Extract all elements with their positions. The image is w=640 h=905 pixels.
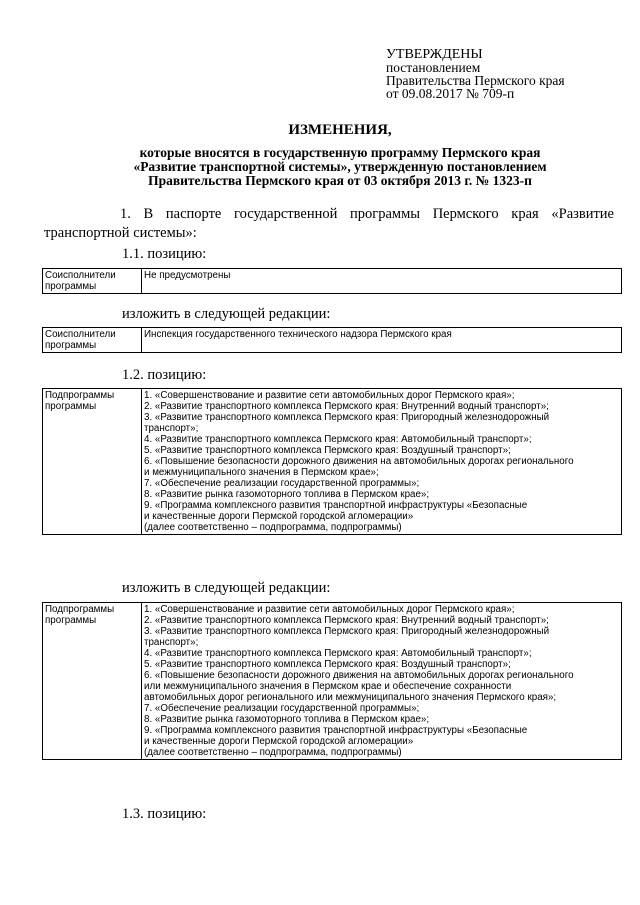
subprogram-line: 6. «Повышение безопасности дорожного движения на автомобильных дорогах регионального <box>144 456 574 467</box>
document-title: ИЗМЕНЕНИЯ, <box>288 122 392 138</box>
subprogram-line: и межмуниципального значения в Пермском крае»; <box>144 467 379 478</box>
subtitle-line: которые вносятся в государственную программу Пермского края <box>139 145 541 160</box>
table-cell-value: Не предусмотрены <box>142 269 622 294</box>
table-row <box>43 269 622 294</box>
subprogram-line: 5. «Развитие транспортного комплекса Пермского края: Воздушный транспорт»; <box>144 659 511 670</box>
label-edit-1: изложить в следующей редакции: <box>122 306 331 322</box>
approval-line: постановлением <box>386 60 481 75</box>
label-1-3: 1.3. позицию: <box>122 806 207 822</box>
table-cell-label: Подпрограммы программы <box>43 389 142 535</box>
label-1-1: 1.1. позицию: <box>122 246 207 262</box>
table-row <box>43 603 622 760</box>
subprogram-line: 4. «Развитие транспортного комплекса Пермского края: Автомобильный транспорт»; <box>144 648 532 659</box>
subprogram-line: 4. «Развитие транспортного комплекса Пермского края: Автомобильный транспорт»; <box>144 434 532 445</box>
approval-stamp <box>386 48 626 100</box>
table-cell-value <box>142 603 622 760</box>
subprogram-line: 9. «Программа комплексного развития транспортной инфраструктуры «Безопасные <box>144 725 528 736</box>
subprogram-line: 2. «Развитие транспортного комплекса Пермского края: Внутренний водный транспорт»; <box>144 401 549 412</box>
table-cell-label: Соисполнители программы <box>43 328 142 353</box>
subtitle-line: «Развитие транспортной системы», утвержденную постановлением <box>133 159 547 174</box>
table-row <box>43 328 622 353</box>
subprogram-line: 1. «Совершенствование и развитие сети автомобильных дорог Пермского края»; <box>144 390 515 401</box>
subprogram-line: и качественные дороги Пермской городской агломерации» <box>144 511 414 522</box>
table-cell-label: Соисполнители программы <box>43 269 142 294</box>
table-cell-label: Подпрограммы программы <box>43 603 142 760</box>
subprogram-line: (далее соответственно – подпрограмма, подпрограммы) <box>144 747 402 758</box>
subprogram-line: 8. «Развитие рынка газомоторного топлива в Пермском крае»; <box>144 714 430 725</box>
subprogram-line: транспорт»; <box>144 423 199 434</box>
label-1-2: 1.2. позицию: <box>122 367 207 383</box>
subprogram-line: или межмуниципального значения в Пермском крае и обеспечение сохранности <box>144 681 512 692</box>
table-cell-value <box>142 389 622 535</box>
subprogram-line: 3. «Развитие транспортного комплекса Пермского края: Пригородный железнодорожный <box>144 626 550 637</box>
approval-line: Правительства Пермского края <box>386 73 565 88</box>
table-cell-value: Инспекция государственного технического надзора Пермского края <box>142 328 622 353</box>
subprogram-line: 5. «Развитие транспортного комплекса Пермского края: Воздушный транспорт»; <box>144 445 511 456</box>
subtitle-line: Правительства Пермского края от 03 октября 2013 г. № 1323-п <box>148 173 532 188</box>
subprogram-line: и качественные дороги Пермской городской агломерации» <box>144 736 414 747</box>
paragraph-1: 1. В паспорте государственной программы Пермского края «Развитие транспортной системы»: <box>44 206 614 241</box>
approval-heading: УТВЕРЖДЕНЫ <box>386 47 483 62</box>
table-row <box>43 389 622 535</box>
subprogram-line: 1. «Совершенствование и развитие сети автомобильных дорог Пермского края»; <box>144 604 515 615</box>
subprogram-line: 7. «Обеспечение реализации государственной программы»; <box>144 703 420 714</box>
document-subtitle <box>40 146 640 188</box>
subprogram-line: 7. «Обеспечение реализации государственной программы»; <box>144 478 420 489</box>
subprogram-line: 6. «Повышение безопасности дорожного движения на автомобильных дорогах регионального <box>144 670 574 681</box>
table-coexecutors-old <box>42 268 622 294</box>
subprogram-line: 3. «Развитие транспортного комплекса Пермского края: Пригородный железнодорожный <box>144 412 550 423</box>
subprogram-line: 8. «Развитие рынка газомоторного топлива в Пермском крае»; <box>144 489 430 500</box>
label-edit-2: изложить в следующей редакции: <box>122 580 331 596</box>
approval-date: от 09.08.2017 № 709-п <box>386 86 515 101</box>
subprogram-line: автомобильных дорог регионального или межмуниципального значения Пермского края»; <box>144 692 557 703</box>
subprogram-line: 2. «Развитие транспортного комплекса Пермского края: Внутренний водный транспорт»; <box>144 615 549 626</box>
subprogram-line: 9. «Программа комплексного развития транспортной инфраструктуры «Безопасные <box>144 500 528 511</box>
subprogram-line: (далее соответственно – подпрограмма, подпрограммы) <box>144 522 402 533</box>
table-subprograms-new <box>42 602 622 760</box>
table-subprograms-old <box>42 388 622 535</box>
table-coexecutors-new <box>42 327 622 353</box>
subprogram-line: транспорт»; <box>144 637 199 648</box>
